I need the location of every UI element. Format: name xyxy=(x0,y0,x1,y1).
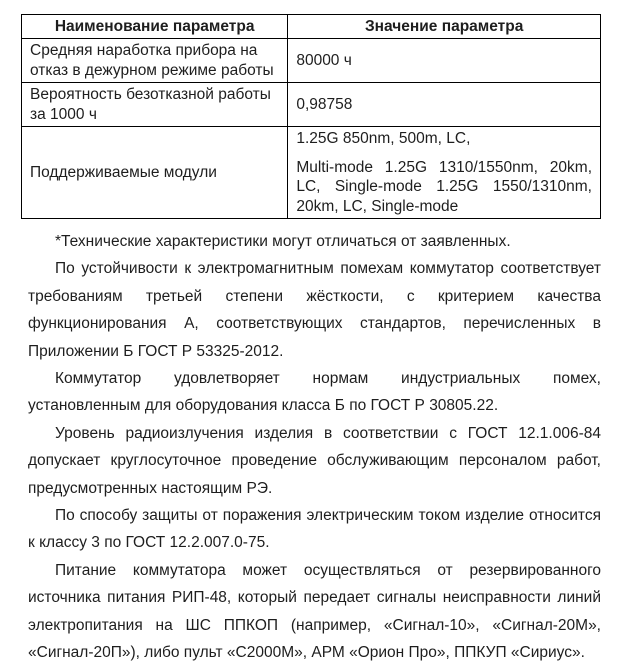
paragraph-electric-shock-class: По способу защиты от поражения электрическим током изделие относится к классу 3 по ГОСТ 12.2.007.0-75. xyxy=(28,507,601,552)
paragraph-footnote: *Технические характеристики могут отличаться от заявленных. xyxy=(55,233,511,250)
body-text xyxy=(28,228,601,661)
table-row-modules xyxy=(22,127,601,219)
paragraph-industrial-noise: Коммутатор удовлетворяет нормам индустриальных помех, установленным для оборудования класса Б по ГОСТ Р 30805.22. xyxy=(28,370,601,415)
table-header-row xyxy=(22,15,601,39)
paragraph-power-supply: Питание коммутатора может осуществляться от резервированного источника питания РИП-48, который передает сигналы неисправности линий электропитания на ШС ППКОП (например, «Сигнал-10», «Сигнал-20М», «Сигнал-20П»), либо пульт «С2000М», АРМ «Орион Про», ППКУП «Сириус». xyxy=(28,561,601,661)
modules-line-2: Multi-mode 1.25G 1310/1550nm, 20km, LC, Single-mode 1.25G 1550/1310nm, 20km, LC, Single-mode xyxy=(296,158,592,215)
param-name-reliability: Вероятность безотказной работы за 1000 ч xyxy=(22,83,288,127)
param-value-mtbf: 80000 ч xyxy=(288,39,601,83)
column-header-parameter-name: Наименование параметра xyxy=(22,15,288,39)
paragraph-emc-immunity: По устойчивости к электромагнитным помехам коммутатор соответствует требованиям третьей степени жёсткости, с критерием качества функционирования А, соответствующих стандартов, перечисленных в Приложении Б ГОСТ Р 53325-2012. xyxy=(28,260,601,360)
param-name-modules: Поддерживаемые модули xyxy=(22,127,288,219)
param-value-reliability: 0,98758 xyxy=(288,83,601,127)
modules-line-1: 1.25G 850nm, 500m, LC, xyxy=(296,130,471,147)
parameters-table xyxy=(21,14,601,219)
column-header-parameter-value: Значение параметра xyxy=(288,15,601,39)
param-name-mtbf: Средняя наработка прибора на отказ в дежурном режиме работы xyxy=(22,39,288,83)
table-row-reliability xyxy=(22,83,601,127)
param-value-modules xyxy=(288,127,601,219)
table-row-mtbf xyxy=(22,39,601,83)
paragraph-radiation-level: Уровень радиоизлучения изделия в соответствии с ГОСТ 12.1.006-84 допускает круглосуточное проведение обслуживающим персоналом работ, предусмотренных настоящим РЭ. xyxy=(28,424,601,497)
